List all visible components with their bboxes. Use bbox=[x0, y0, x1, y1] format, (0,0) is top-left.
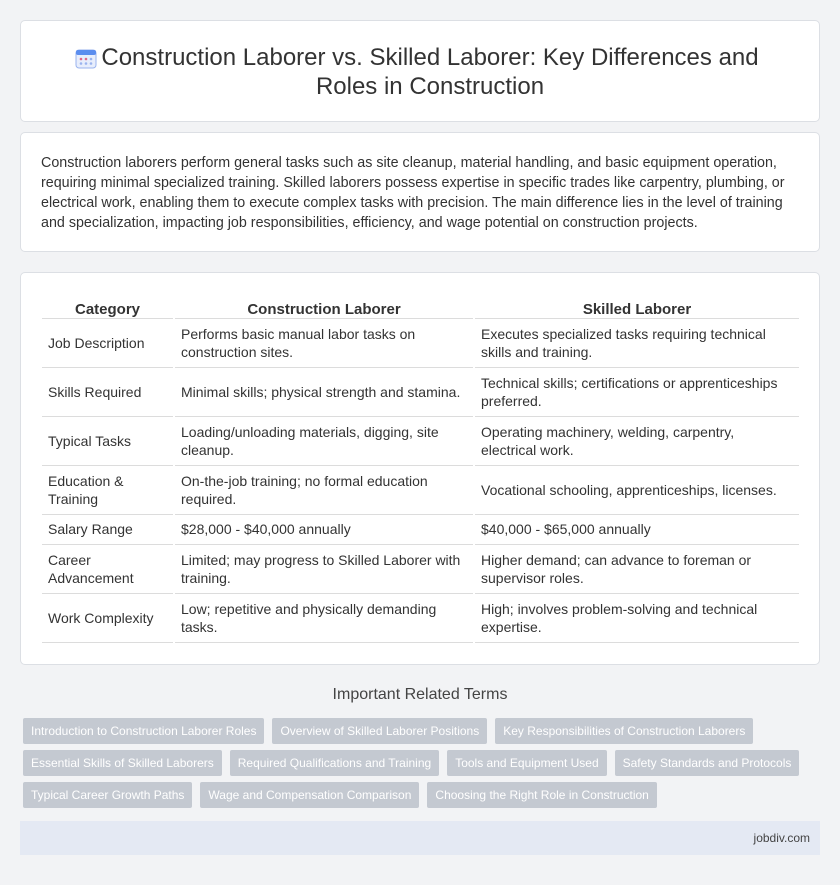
row-skilled-laborer: Higher demand; can advance to foreman or supervisor roles. bbox=[474, 544, 799, 593]
row-category: Salary Range bbox=[42, 514, 174, 544]
table-header-row bbox=[42, 297, 799, 318]
intro-card bbox=[20, 132, 820, 252]
footer bbox=[20, 821, 820, 855]
row-skilled-laborer: Operating machinery, welding, carpentry, electrical work. bbox=[474, 416, 799, 465]
table-row bbox=[42, 367, 799, 416]
related-term-tag[interactable]: Required Qualifications and Training bbox=[230, 750, 439, 776]
footer-site-link[interactable]: jobdiv.com bbox=[753, 831, 810, 845]
related-term-tag[interactable]: Essential Skills of Skilled Laborers bbox=[23, 750, 222, 776]
related-term-tag[interactable]: Tools and Equipment Used bbox=[447, 750, 606, 776]
related-term-tag[interactable]: Wage and Compensation Comparison bbox=[200, 782, 419, 808]
row-category: Job Description bbox=[42, 318, 174, 367]
table-row bbox=[42, 465, 799, 514]
row-construction-laborer: Loading/unloading materials, digging, site cleanup. bbox=[174, 416, 474, 465]
row-construction-laborer: $28,000 - $40,000 annually bbox=[174, 514, 474, 544]
row-construction-laborer: Performs basic manual labor tasks on construction sites. bbox=[174, 318, 474, 367]
row-category: Skills Required bbox=[42, 367, 174, 416]
related-terms-heading: Important Related Terms bbox=[332, 686, 508, 703]
row-construction-laborer: Minimal skills; physical strength and stamina. bbox=[174, 367, 474, 416]
row-category: Education & Training bbox=[42, 465, 174, 514]
related-term-tag[interactable]: Choosing the Right Role in Construction bbox=[427, 782, 656, 808]
header-category: Category bbox=[42, 297, 174, 318]
page-title: Construction Laborer vs. Skilled Laborer: Key Differences and Roles in Construction bbox=[101, 44, 759, 100]
comparison-table bbox=[42, 297, 799, 643]
row-skilled-laborer: Technical skills; certifications or apprenticeships preferred. bbox=[474, 367, 799, 416]
table-row bbox=[42, 416, 799, 465]
row-construction-laborer: Limited; may progress to Skilled Laborer with training. bbox=[174, 544, 474, 593]
related-term-tag[interactable]: Typical Career Growth Paths bbox=[23, 782, 192, 808]
related-term-tag[interactable]: Overview of Skilled Laborer Positions bbox=[272, 718, 487, 744]
table-row bbox=[42, 593, 799, 642]
row-category: Work Complexity bbox=[42, 593, 174, 642]
table-row bbox=[42, 318, 799, 367]
table-row bbox=[42, 514, 799, 544]
comparison-card bbox=[20, 272, 820, 665]
row-category: Typical Tasks bbox=[42, 416, 174, 465]
related-term-tag[interactable]: Introduction to Construction Laborer Roles bbox=[23, 718, 264, 744]
table-row bbox=[42, 544, 799, 593]
row-category: Career Advancement bbox=[42, 544, 174, 593]
row-skilled-laborer: High; involves problem-solving and technical expertise. bbox=[474, 593, 799, 642]
related-terms-list bbox=[23, 718, 803, 814]
header-construction-laborer: Construction Laborer bbox=[174, 297, 474, 318]
row-skilled-laborer: $40,000 - $65,000 annually bbox=[474, 514, 799, 544]
related-term-tag[interactable]: Safety Standards and Protocols bbox=[615, 750, 800, 776]
row-skilled-laborer: Executes specialized tasks requiring technical skills and training. bbox=[474, 318, 799, 367]
related-term-tag[interactable]: Key Responsibilities of Construction Laborers bbox=[495, 718, 753, 744]
header-skilled-laborer: Skilled Laborer bbox=[474, 297, 799, 318]
intro-paragraph: Construction laborers perform general tasks such as site cleanup, material handling, and basic equipment operation, requiring minimal specialized training. Skilled laborers possess expertise in specific trades like carpentry, plumbing, or electrical work, enabling them to execute complex tasks with precision. The main difference lies in the level of training and specialization, impacting job responsibilities, efficiency, and wage potential on construction projects. bbox=[41, 155, 785, 231]
title-card bbox=[20, 20, 820, 122]
row-skilled-laborer: Vocational schooling, apprenticeships, licenses. bbox=[474, 465, 799, 514]
row-construction-laborer: On-the-job training; no formal education required. bbox=[174, 465, 474, 514]
row-construction-laborer: Low; repetitive and physically demanding tasks. bbox=[174, 593, 474, 642]
